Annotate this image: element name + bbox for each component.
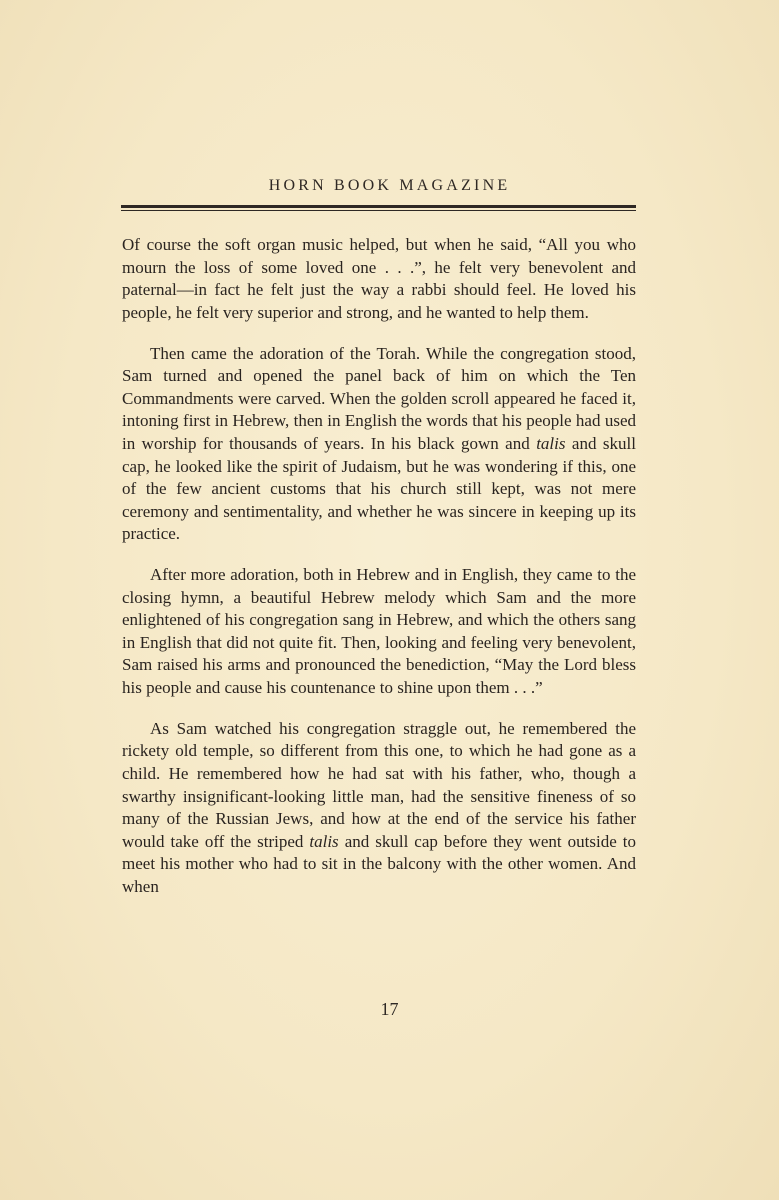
paragraph-4-part-1: As Sam watched his congregation straggle out, he remembered the rickety old temple, so different from this one, to which he had gone as a child. He remembered how he had sat with his father, who, though a swarthy insignificant-looking little man, had the sensitive fineness of so many of the Russian Jews, and how at the end of the service his father would take off the striped bbox=[122, 718, 636, 851]
paragraph-2-part-1: Then came the adoration of the Torah. While the congregation stood, Sam turned and opened the panel back of him on which the Ten Commandments were carved. When the golden scroll appeared he faced it, intoning first in Hebrew, then in English the words that his people had used in worship for thousands of years. In his black gown and bbox=[122, 343, 636, 453]
paragraph-4 bbox=[122, 718, 636, 899]
running-header: HORN BOOK MAGAZINE bbox=[268, 177, 511, 194]
paragraph-2 bbox=[122, 343, 636, 546]
header-rule-thin bbox=[121, 210, 636, 211]
paragraph-1: Of course the soft organ music helped, but when he said, “All you who mourn the loss of some loved one . . .”, he felt very benevolent and paternal—in fact he felt just the way a rabbi should feel. He loved his people, he felt very superior and strong, and he wanted to help them. bbox=[122, 235, 636, 322]
paragraph-4-part-2: and skull cap before they went outside to meet his mother who had to sit in the balcony with the other women. And when bbox=[122, 831, 636, 896]
italic-term-talis: talis bbox=[309, 831, 339, 851]
header-rule-thick bbox=[121, 205, 636, 208]
paragraph-2-part-2: and skull cap, he looked like the spirit of Judaism, but he was wondering if this, one of the few ancient customs that his church still kept, was not mere ceremony and sentimentality, and whether he was sincere in keeping up its practice. bbox=[122, 433, 636, 544]
page-number: 17 bbox=[380, 999, 399, 1019]
paragraph-3: After more adoration, both in Hebrew and in English, they came to the closing hymn, a beautiful Hebrew melody which Sam and the more enlightened of his congregation sang in Hebrew, and which the others sang in English that did not quite fit. Then, looking and feeling very benevolent, Sam raised his arms and pronounced the benediction, “May the Lord bless his people and cause his countenance to shine upon them . . .” bbox=[122, 565, 636, 698]
italic-term-talis: talis bbox=[536, 433, 566, 453]
body-text bbox=[122, 234, 636, 917]
